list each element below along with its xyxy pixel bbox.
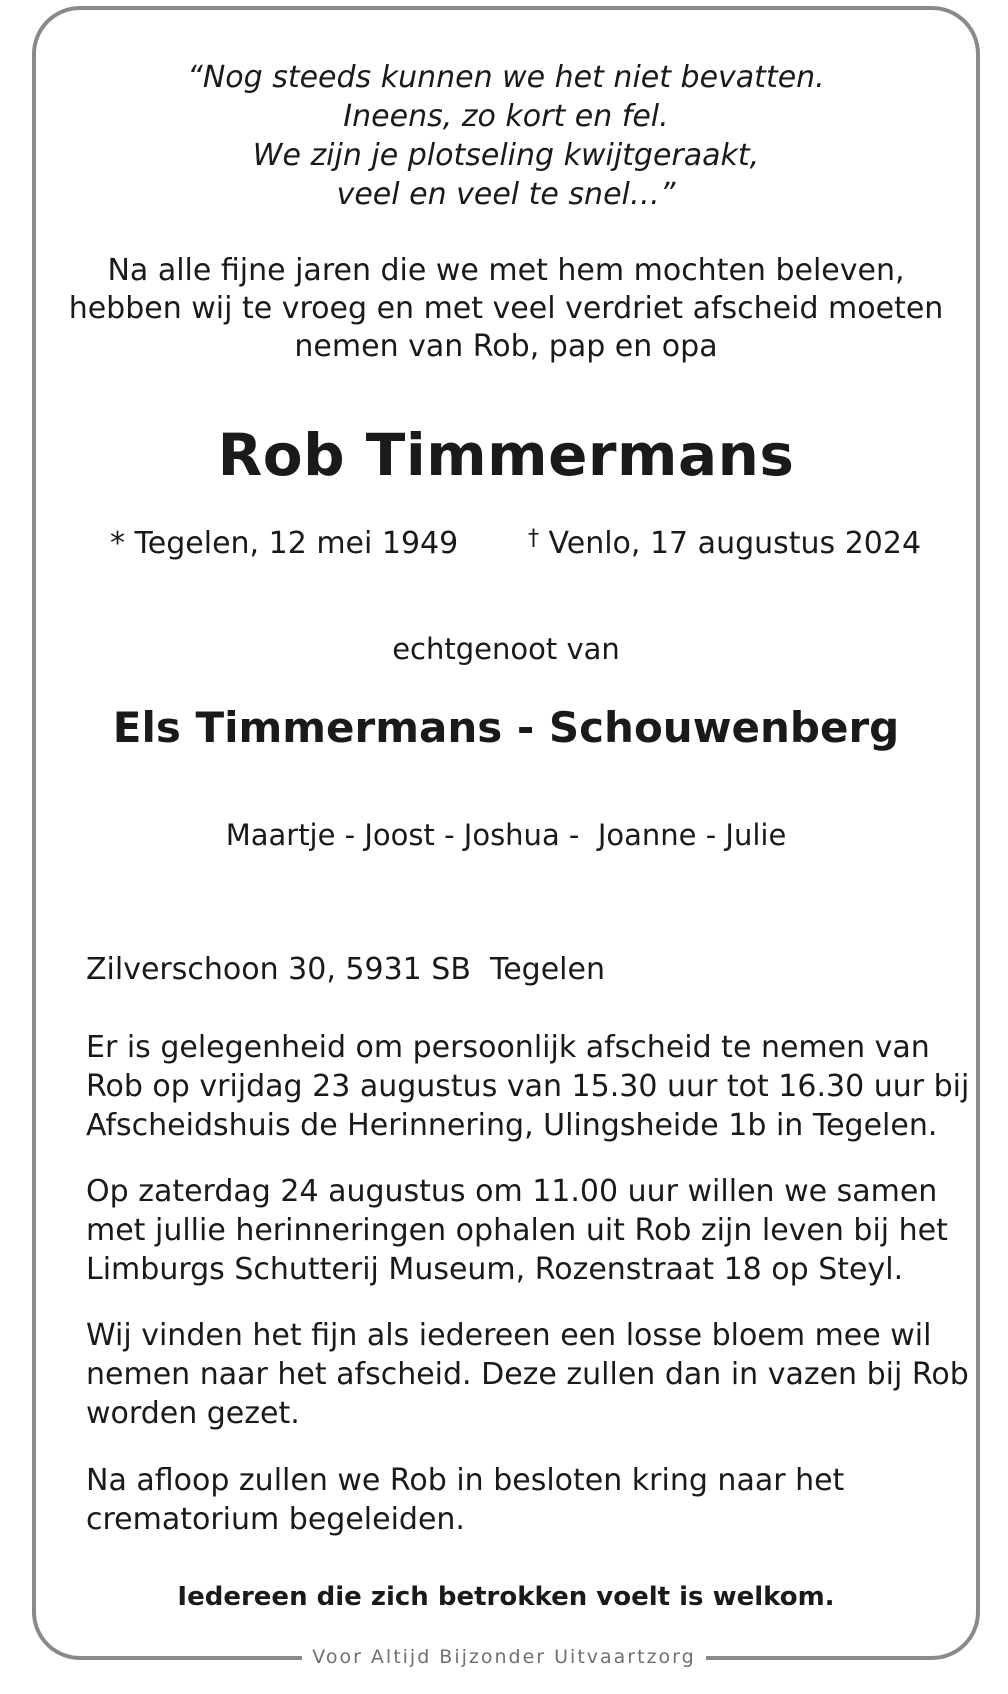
flowers-paragraph	[86, 1316, 969, 1433]
birth-mark: *	[110, 526, 125, 561]
poem-line: We zijn je plotseling kwijtgeraakt,	[252, 138, 760, 173]
intro-text	[36, 252, 976, 366]
poem	[36, 58, 976, 214]
cremation-paragraph	[86, 1461, 946, 1539]
paragraph-line: Afscheidshuis de Herinnering, Ulingsheide 1b in Tegelen.	[86, 1108, 938, 1143]
death-mark: †	[528, 526, 539, 551]
visitation-paragraph	[86, 1028, 970, 1145]
footer	[0, 1643, 1008, 1671]
poem-line: “Nog steeds kunnen we het niet bevatten.	[187, 60, 825, 95]
obituary-card	[36, 10, 976, 1650]
paragraph-line: Wij vinden het fijn als iedereen een losse bloem mee wil	[86, 1318, 932, 1353]
intro-line: hebben wij te vroeg en met veel verdriet afscheid moeten	[68, 291, 944, 326]
paragraph-line: Er is gelegenheid om persoonlijk afscheid te nemen van	[86, 1030, 930, 1065]
address-line: Zilverschoon 30, 5931 SB Tegelen	[86, 952, 605, 987]
memorial-paragraph	[86, 1172, 946, 1289]
intro-line: nemen van Rob, pap en opa	[294, 329, 718, 364]
paragraph-line: Limburgs Schutterij Museum, Rozenstraat 18 op Steyl.	[86, 1252, 904, 1287]
intro-line: Na alle fijne jaren die we met hem mochten beleven,	[107, 253, 905, 288]
spouse-name: Els Timmermans - Schouwenberg	[112, 703, 900, 752]
paragraph-line: Na afloop zullen we Rob in besloten kring naar het	[86, 1463, 845, 1498]
address	[86, 950, 946, 989]
welcome-note: Iedereen die zich betrokken voelt is welkom.	[177, 1582, 835, 1612]
paragraph-line: worden gezet.	[86, 1396, 300, 1431]
birth-info	[110, 524, 458, 564]
death-date: Venlo, 17 augustus 2024	[548, 526, 922, 561]
paragraph-line: nemen naar het afscheid. Deze zullen dan in vazen bij Rob	[86, 1357, 969, 1392]
deceased-name: Rob Timmermans	[217, 421, 795, 489]
paragraph-line: Op zaterdag 24 augustus om 11.00 uur willen we samen	[86, 1174, 938, 1209]
paragraph-line: crematorium begeleiden.	[86, 1502, 465, 1537]
funeral-company-name: Voor Altijd Bijzonder Uitvaartzorg	[302, 1643, 705, 1671]
paragraph-line: Rob op vrijdag 23 augustus van 15.30 uur tot 16.30 uur bij	[86, 1069, 970, 1104]
poem-line: veel en veel te snel…”	[336, 177, 676, 212]
paragraph-line: met jullie herinneringen ophalen uit Rob zijn leven bij het	[86, 1213, 948, 1248]
birth-date: Tegelen, 12 mei 1949	[134, 526, 459, 561]
death-info	[528, 524, 921, 567]
children-names: Maartje - Joost - Joshua - Joanne - Julie	[225, 818, 787, 852]
spouse-label: echtgenoot van	[392, 632, 620, 666]
poem-line: Ineens, zo kort en fel.	[343, 99, 669, 134]
